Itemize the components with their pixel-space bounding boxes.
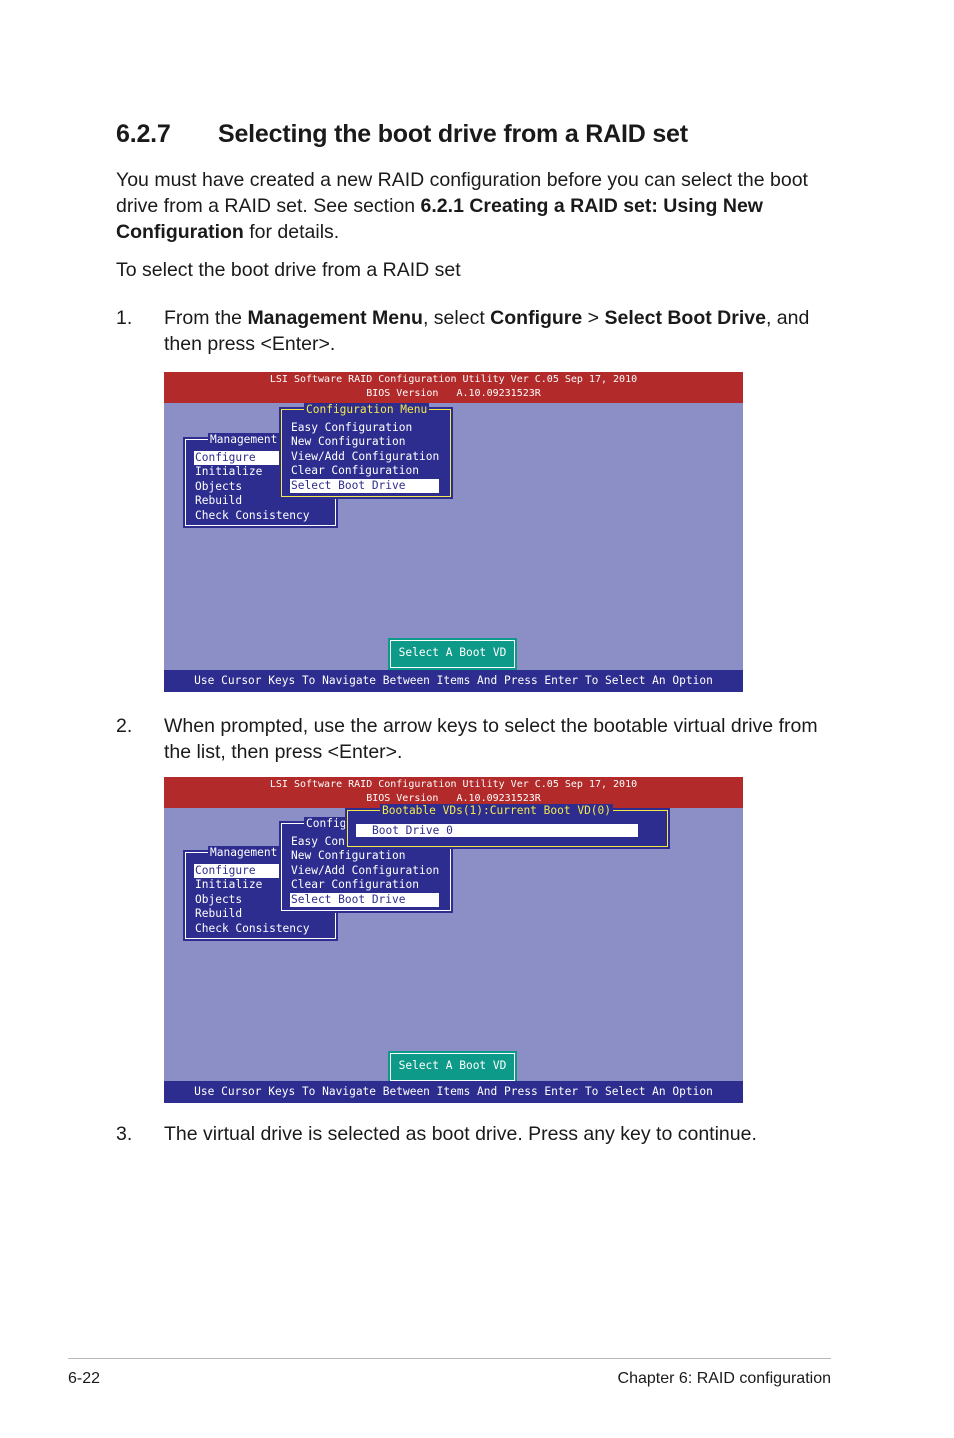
menu-item-initialize[interactable]: Initialize [195, 465, 263, 479]
menu-item-easy-configuration[interactable]: Easy Con [291, 835, 345, 848]
menu-item-configure[interactable]: Configure [194, 451, 279, 465]
configuration-menu-caption: Config [306, 817, 347, 830]
menu-item-clear-configuration[interactable]: Clear Configuration [291, 878, 419, 892]
configuration-menu-caption: Configuration Menu [306, 403, 428, 416]
menu-item-objects[interactable]: Objects [195, 479, 243, 493]
section-heading [116, 120, 688, 149]
chapter-title: Chapter 6: RAID configuration [617, 1370, 831, 1387]
menu-item-new-configuration[interactable]: New Configuration [291, 435, 406, 449]
section-title: Selecting the boot drive from a RAID set [218, 120, 688, 148]
menu-item-view-add-configuration[interactable]: View/Add Configuration [291, 449, 440, 463]
step-number: 2. [116, 715, 133, 737]
bios-status-bar: Use Cursor Keys To Navigate Between Items And Press Enter To Select An Option [164, 670, 743, 692]
intro-paragraph [116, 167, 816, 245]
bios-title-bar: LSI Software RAID Configuration Utility Ver C.05 Sep 17, 2010 BIOS Version A.10.09231523R [164, 372, 743, 403]
menu-item-new-configuration[interactable]: New Configuration [291, 849, 406, 863]
intro-text-end: for details. [243, 221, 340, 243]
step-number: 3. [116, 1123, 133, 1145]
bios-screen-2 [164, 777, 743, 1103]
menu-item-clear-configuration[interactable]: Clear Configuration [291, 464, 419, 478]
menu-item-easy-configuration[interactable]: Easy Configuration [291, 421, 413, 434]
menu-item-objects[interactable]: Objects [195, 892, 243, 906]
select-boot-vd-prompt: Select A Boot VD [390, 1053, 515, 1081]
management-menu-caption: Management [210, 846, 278, 859]
bios-screen-1 [164, 372, 743, 692]
step-number: 1. [116, 307, 133, 329]
step-text: The virtual drive is selected as boot drive. Press any key to continue. [164, 1123, 757, 1145]
menu-item-check-consistency[interactable]: Check Consistency [195, 508, 310, 522]
instruction-lead: To select the boot drive from a RAID set [116, 259, 461, 281]
boot-drive-item[interactable]: Boot Drive 0 [356, 824, 638, 837]
bios-title-bar: LSI Software RAID Configuration Utility Ver C.05 Sep 17, 2010 BIOS Version A.10.09231523R [164, 777, 743, 808]
footer-divider [68, 1358, 831, 1359]
bootable-vds-caption: Bootable VDs(1):Current Boot VD(0) [382, 804, 612, 817]
page-number: 6-22 [68, 1370, 101, 1387]
intro-text: You must have created a new RAID configuration before you can select the boot drive from a RAID set. See section [116, 169, 808, 217]
select-boot-vd-prompt: Select A Boot VD [390, 640, 515, 668]
section-number: 6.2.7 [116, 120, 171, 148]
step-text: When prompted, use the arrow keys to select the bootable virtual drive from the list, then press <Enter>. [164, 715, 818, 763]
configuration-menu [281, 403, 451, 497]
menu-item-check-consistency[interactable]: Check Consistency [195, 921, 310, 935]
step-text: From the Management Menu, select Configure > Select Boot Drive, and then press <Enter>. [164, 307, 810, 355]
bios-status-bar: Use Cursor Keys To Navigate Between Items And Press Enter To Select An Option [164, 1081, 743, 1103]
menu-item-view-add-configuration[interactable]: View/Add Configuration [291, 863, 440, 877]
section-reference: 6.2.1 Creating a RAID set: Using New Configuration [116, 195, 763, 243]
menu-item-rebuild[interactable]: Rebuild [195, 494, 243, 508]
management-menu-caption: Management [210, 433, 278, 446]
menu-item-initialize[interactable]: Initialize [195, 878, 263, 892]
menu-item-select-boot-drive[interactable]: Select Boot Drive [290, 893, 439, 907]
menu-item-rebuild[interactable]: Rebuild [195, 907, 243, 921]
menu-item-configure[interactable]: Configure [194, 864, 279, 878]
menu-item-select-boot-drive[interactable]: Select Boot Drive [290, 479, 439, 493]
bootable-vds-dialog [347, 804, 668, 847]
